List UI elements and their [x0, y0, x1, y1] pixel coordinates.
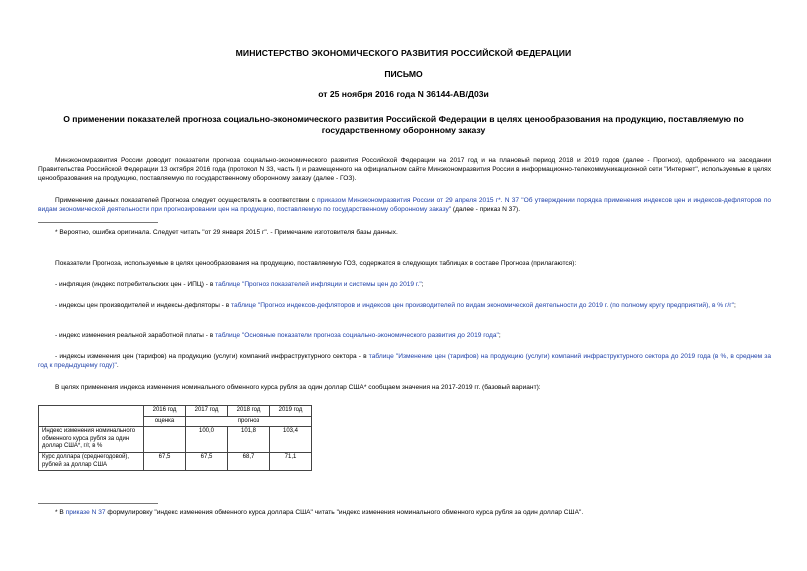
- table-cell: 103,4: [270, 427, 312, 453]
- paragraph-exchange-intro: В целях применения индекса изменения номинального обменного курса рубля за один доллар США* сообщаем значения на 2017-2019 гг. (базовый вариант):: [55, 384, 541, 391]
- table-cell: 68,7: [228, 452, 270, 470]
- list-item-inflation: [38, 280, 771, 289]
- table-cell: 100,0: [186, 427, 228, 453]
- table-cell: 67,5: [186, 452, 228, 470]
- list-item-punct: .: [116, 362, 119, 370]
- paragraph-text: Применение данных показателей Прогноза следует осуществлять в соответствии с: [55, 197, 318, 204]
- tariffs-table-link[interactable]: таблице "Изменение цен (тарифов) на продукцию (услуги) компаний инфраструктурного сектора до 2019 года (в %, в среднем за год к предыдущему году)": [38, 353, 771, 370]
- table-row-label: Курс доллара (среднегодовой), рублей за доллар США: [39, 452, 144, 470]
- table-subheader-estimate: оценка: [144, 416, 186, 427]
- ministry-heading: МИНИСТЕРСТВО ЭКОНОМИЧЕСКОГО РАЗВИТИЯ РОССИЙСКОЙ ФЕДЕРАЦИИ: [235, 48, 572, 58]
- list-item-wages: [38, 331, 771, 340]
- exchange-rate-table: [38, 405, 312, 471]
- table-subheader-row: [39, 416, 312, 427]
- table-cell: 67,5: [144, 452, 186, 470]
- date-number-heading: от 25 ноября 2016 года N 36144-АВ/Д03и: [318, 89, 489, 99]
- doc-type-heading: ПИСЬМО: [384, 69, 423, 79]
- paragraph-tables-intro: Показатели Прогноза, используемые в целях ценообразования на продукцию, поставляемую ГОЗ, содержатся в следующих таблицах в составе Прогноза (прилагаются):: [55, 260, 577, 267]
- order-37-footnote-link[interactable]: приказе N 37: [65, 509, 106, 516]
- list-item-text: - индексы цен производителей и индексы-дефляторы - в: [55, 302, 232, 309]
- footnote-text: формулировку "индекс изменения обменного курса доллара США" читать "индекс изменения номинального обменного курса рубля за один доллар США".: [105, 509, 584, 516]
- inflation-table-link[interactable]: таблице "Прогноз показателей инфляции и системы цен до 2019 г.": [215, 281, 422, 288]
- footnote-text: * В: [55, 509, 66, 516]
- table-corner-cell: [39, 406, 144, 417]
- paragraph-order-reference: [38, 196, 771, 214]
- order-37-link[interactable]: приказом Минэкономразвития России от 29 апреля 2015 г*. N 37 "Об утверждении порядка применения индексов цен и индексов-дефляторов по видам экономической деятельности при прогнозировании цен на продукцию, поставляемую по государственному оборонному заказу": [38, 197, 771, 214]
- footnote-1: * Вероятно, ошибка оригинала. Следует читать "от 29 января 2015 г". - Примечание изготовителя базы данных.: [55, 229, 398, 236]
- table-header-cell: 2019 год: [270, 406, 312, 417]
- table-header-cell: 2017 год: [186, 406, 228, 417]
- footnote-separator: [38, 222, 158, 223]
- list-item-text: - индекс изменения реальной заработной платы - в: [55, 332, 216, 339]
- table-row: [39, 452, 312, 470]
- paragraph-text: (далее - приказ N 37).: [451, 206, 521, 214]
- list-item-tariffs: [38, 352, 771, 370]
- list-item-text: - инфляция (индекс потребительских цен - ИПЦ) - в: [55, 281, 216, 288]
- table-subheader-forecast: прогноз: [186, 416, 312, 427]
- table-header-cell: 2018 год: [228, 406, 270, 417]
- list-item-punct: ;: [421, 281, 424, 288]
- list-item-punct: ;: [498, 332, 501, 339]
- footnote-2: [38, 508, 771, 517]
- table-header-row: [39, 406, 312, 417]
- table-row: [39, 427, 312, 453]
- deflators-table-link[interactable]: таблице "Прогноз индексов-дефляторов и индексов цен производителей по видам экономической деятельности до 2019 г. (по полному кругу предприятий), в % г/г": [231, 302, 734, 309]
- list-item-text: - индексы изменения цен (тарифов) на продукцию (услуги) компаний инфраструктурного сектора - в: [55, 353, 369, 360]
- paragraph-intro: Минэкономразвития России доводит показатели прогноза социально-экономического развития Российской Федерации на 2017 год и на плановый период 2018 и 2019 годов (далее - Прогноз), одобренного на заседании Правительства Российской Федерации 13 октября 2016 года (протокол N 33, часть I) и размещенного на официальном сайте Минэкономразвития России в информационно-телекоммуникационной сети "Интернет", используемые в целях ценообразования на продукцию, поставляемую по государственному оборонному заказу (далее - ГОЗ).: [38, 157, 771, 183]
- table-cell: 71,1: [270, 452, 312, 470]
- document-title: О применении показателей прогноза социально-экономического развития Российской Федерации в целях ценообразования на продукцию, поставляемую по государственному оборонному заказу: [63, 114, 744, 135]
- list-item-deflators: [38, 301, 771, 310]
- table-cell: [144, 427, 186, 453]
- table-cell: 101,8: [228, 427, 270, 453]
- table-row-label: Индекс изменения номинального обменного курса рубля за один доллар США*, г/г, в %: [39, 427, 144, 453]
- table-header-cell: 2016 год: [144, 406, 186, 417]
- table-corner-cell: [39, 416, 144, 427]
- list-item-punct: ;: [733, 302, 736, 309]
- wages-table-link[interactable]: таблице "Основные показатели прогноза социально-экономического развития до 2019 года": [215, 332, 499, 339]
- footnote-separator: [38, 503, 158, 504]
